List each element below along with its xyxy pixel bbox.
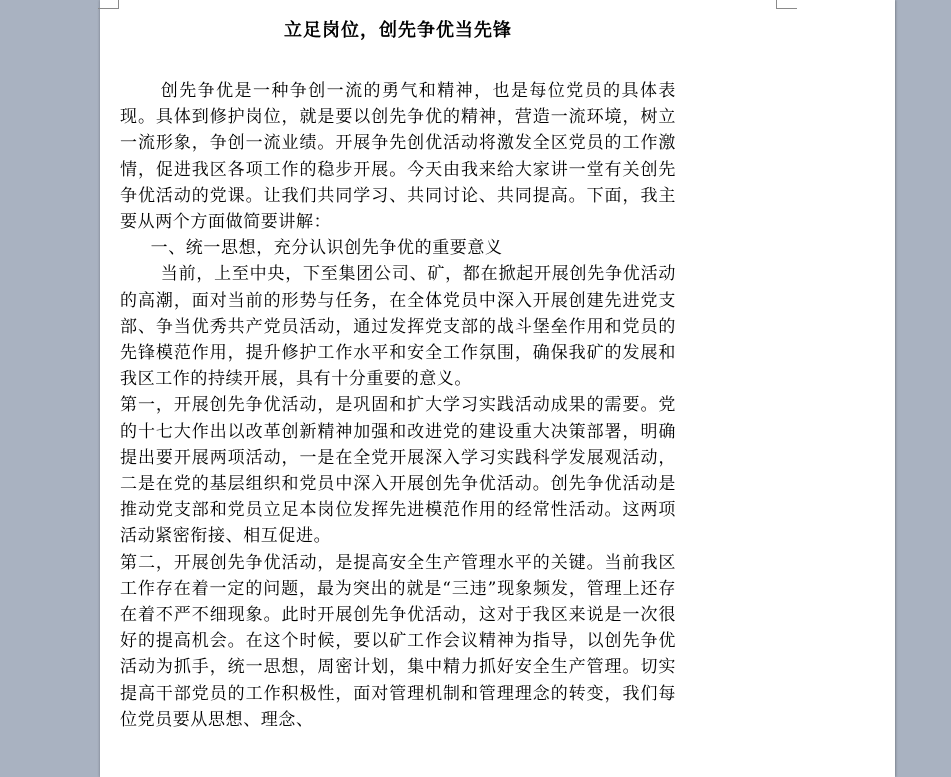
paragraph-first-point: 第一，开展创先争优活动，是巩固和扩大学习实践活动成果的需要。党的十七大作出以改革创新精神加强和改进党的建设重大决策部署，明确提出要开展两项活动，一是在全党开展深入学习实践科学发展观活动，二是在党的基层组织和党员中深入开展创先争优活动。创先争优活动是推动党支部和党员立足本岗位发挥先进模范作用的经常性活动。这两项活动紧密衔接、相互促进。 [120,395,676,547]
margin-marker-top-right [776,0,797,9]
document-title: 立足岗位，创先争优当先锋 [284,20,512,41]
document-body[interactable] [120,16,676,733]
paragraph-second-point: 第二，开展创先争优活动，是提高安全生产管理水平的关键。当前我区工作存在着一定的问题，最为突出的就是“三违”现象频发，管理上还存在着不严不细现象。此时开展创先争优活动，这对于我区来说是一次很好的提高机会。在这个时候，要以矿工作会议精神为指导，以创先争优活动为抓手，统一思想，周密计划，集中精力抓好安全生产管理。切实提高干部党员的工作积极性，面对管理机制和管理理念的转变，我们每位党员要从思想、理念、 [120,552,676,730]
margin-marker-top-left [98,0,119,9]
paragraph-intro: 创先争优是一种争创一流的勇气和精神，也是每位党员的具体表现。具体到修护岗位，就是要以创先争优的精神，营造一流环境，树立一流形象，争创一流业绩。开展争先创优活动将激发全区党员的工作激情，促进我区各项工作的稳步开展。今天由我来给大家讲一堂有关创先争优活动的党课。让我们共同学习、共同讨论、共同提高。下面，我主要从两个方面做简要讲解： [120,81,676,233]
paragraph-current-situation: 当前，上至中央，下至集团公司、矿，都在掀起开展创先争优活动的高潮，面对当前的形势与任务，在全体党员中深入开展创建先进党支部、争当优秀共产党员活动，通过发挥党支部的战斗堡垒作用和党员的先锋模范作用，提升修护工作水平和安全工作氛围，确保我矿的发展和我区工作的持续开展，具有十分重要的意义。 [120,264,676,390]
section-heading: 一、统一思想，充分认识创先争优的重要意义 [150,238,503,259]
